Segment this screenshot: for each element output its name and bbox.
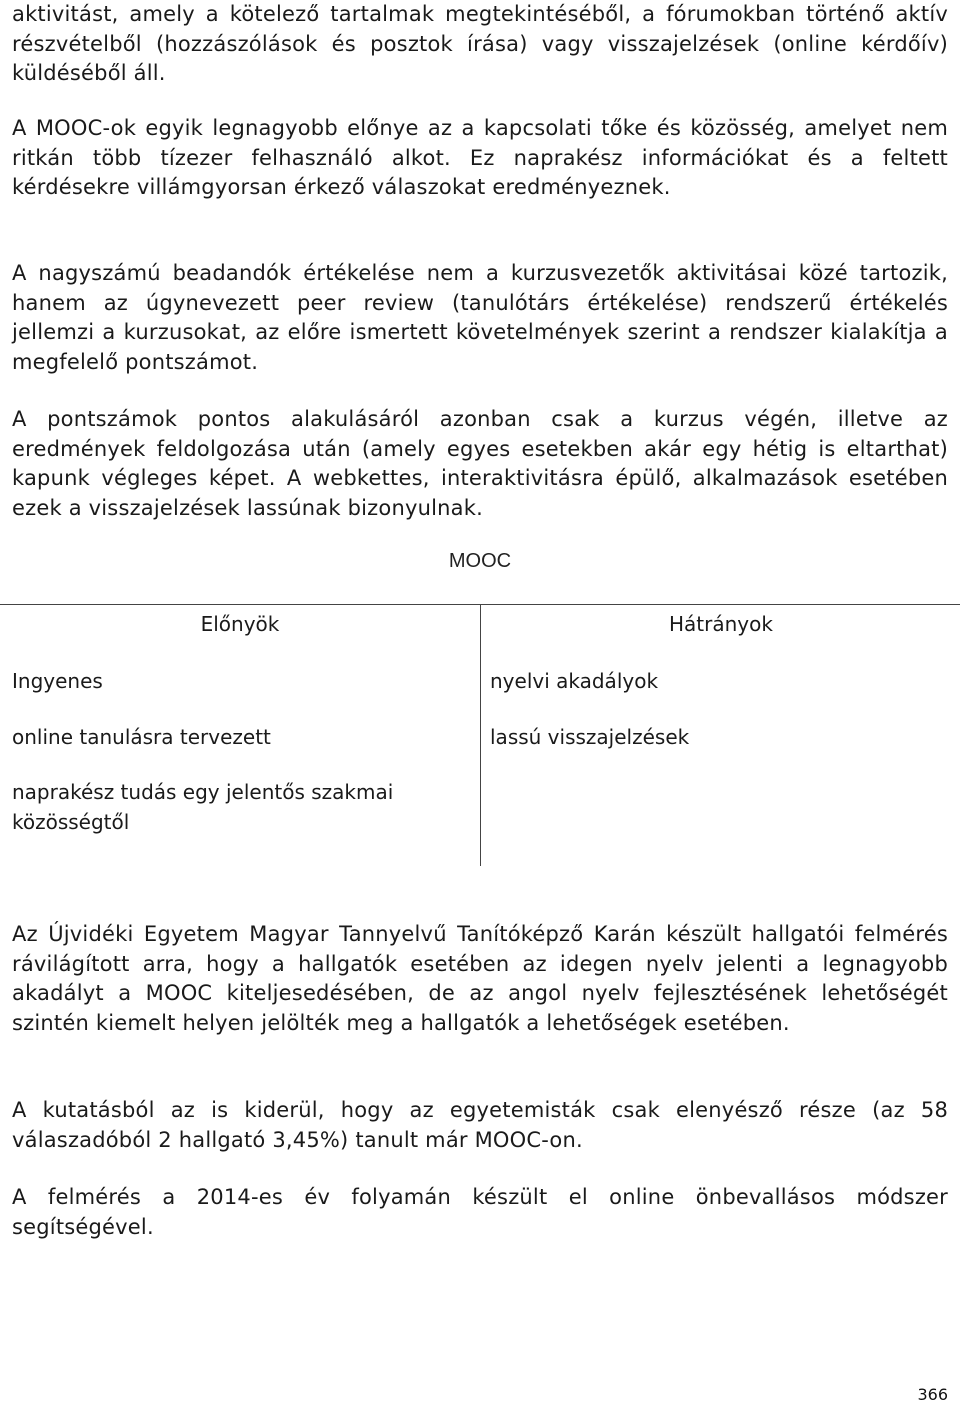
disadvantage-item: nyelvi akadályok	[490, 669, 659, 693]
paragraph: aktivitást, amely a kötelező tartalmak megtekintéséből, a fórumokban történő aktív részvételből (hozzászólások és posztok írása) vagy visszajelzések (online kérdőív) küldéséből áll.	[12, 2, 948, 86]
paragraph: A MOOC-ok egyik legnagyobb előnye az a kapcsolati tőke és közösség, amelyet nem ritkán több tízezer felhasználó alkot. Ez naprakész információkat és a feltett kérdésekre villámgyorsan érkező válaszokat eredményeznek.	[12, 116, 948, 200]
mooc-comparison-table	[0, 604, 960, 866]
table-title: MOOC	[448, 550, 512, 572]
paragraph: Az Újvidéki Egyetem Magyar Tannyelvű Tanítóképző Karán készült hallgatói felmérés rávilágított arra, hogy a hallgatók esetében az idegen nyelv jelenti a legnagyobb akadályt a MOOC kiteljesedésében, de az angol nyelv fejlesztésének lehetőségét szintén kiemelt helyen jelölték meg a hallgatók a lehetőségek esetében.	[12, 922, 948, 1035]
disadvantage-item: lassú visszajelzések	[490, 725, 690, 749]
disadvantages-header: Hátrányok	[669, 612, 773, 636]
paragraph: A felmérés a 2014-es év folyamán készült el online önbevallásos módszer segítségével.	[12, 1185, 948, 1239]
paragraph: A nagyszámú beadandók értékelése nem a kurzusvezetők aktivitásai közé tartozik, hanem az úgynevezett peer review (tanulótárs értékelése) rendszerű értékelés jellemzi a kurzusokat, az előre ismertett követelmények szerint a rendszer kialakítja a megfelelő pontszámot.	[12, 261, 948, 374]
table-column-divider	[480, 604, 481, 866]
paragraph: A pontszámok pontos alakulásáról azonban csak a kurzus végén, illetve az eredmények feldolgozása után (amely egyes esetekben akár egy hétig is eltarthat) kapunk végleges képet. A webkettes, interaktivitásra épülő, alkalmazások esetében ezek a visszajelzések lassúnak bizonyulnak.	[12, 407, 948, 520]
paragraph: A kutatásból az is kiderül, hogy az egyetemisták csak elenyésző része (az 58 válaszadóból 2 hallgató 3,45%) tanult már MOOC-on.	[12, 1098, 948, 1152]
page-number: 366	[917, 1385, 948, 1404]
advantage-item: online tanulásra tervezett	[12, 725, 271, 749]
advantages-header: Előnyök	[200, 612, 280, 636]
advantage-item: naprakész tudás egy jelentős szakmai közösségtől	[12, 780, 394, 834]
advantage-item: Ingyenes	[12, 669, 103, 693]
